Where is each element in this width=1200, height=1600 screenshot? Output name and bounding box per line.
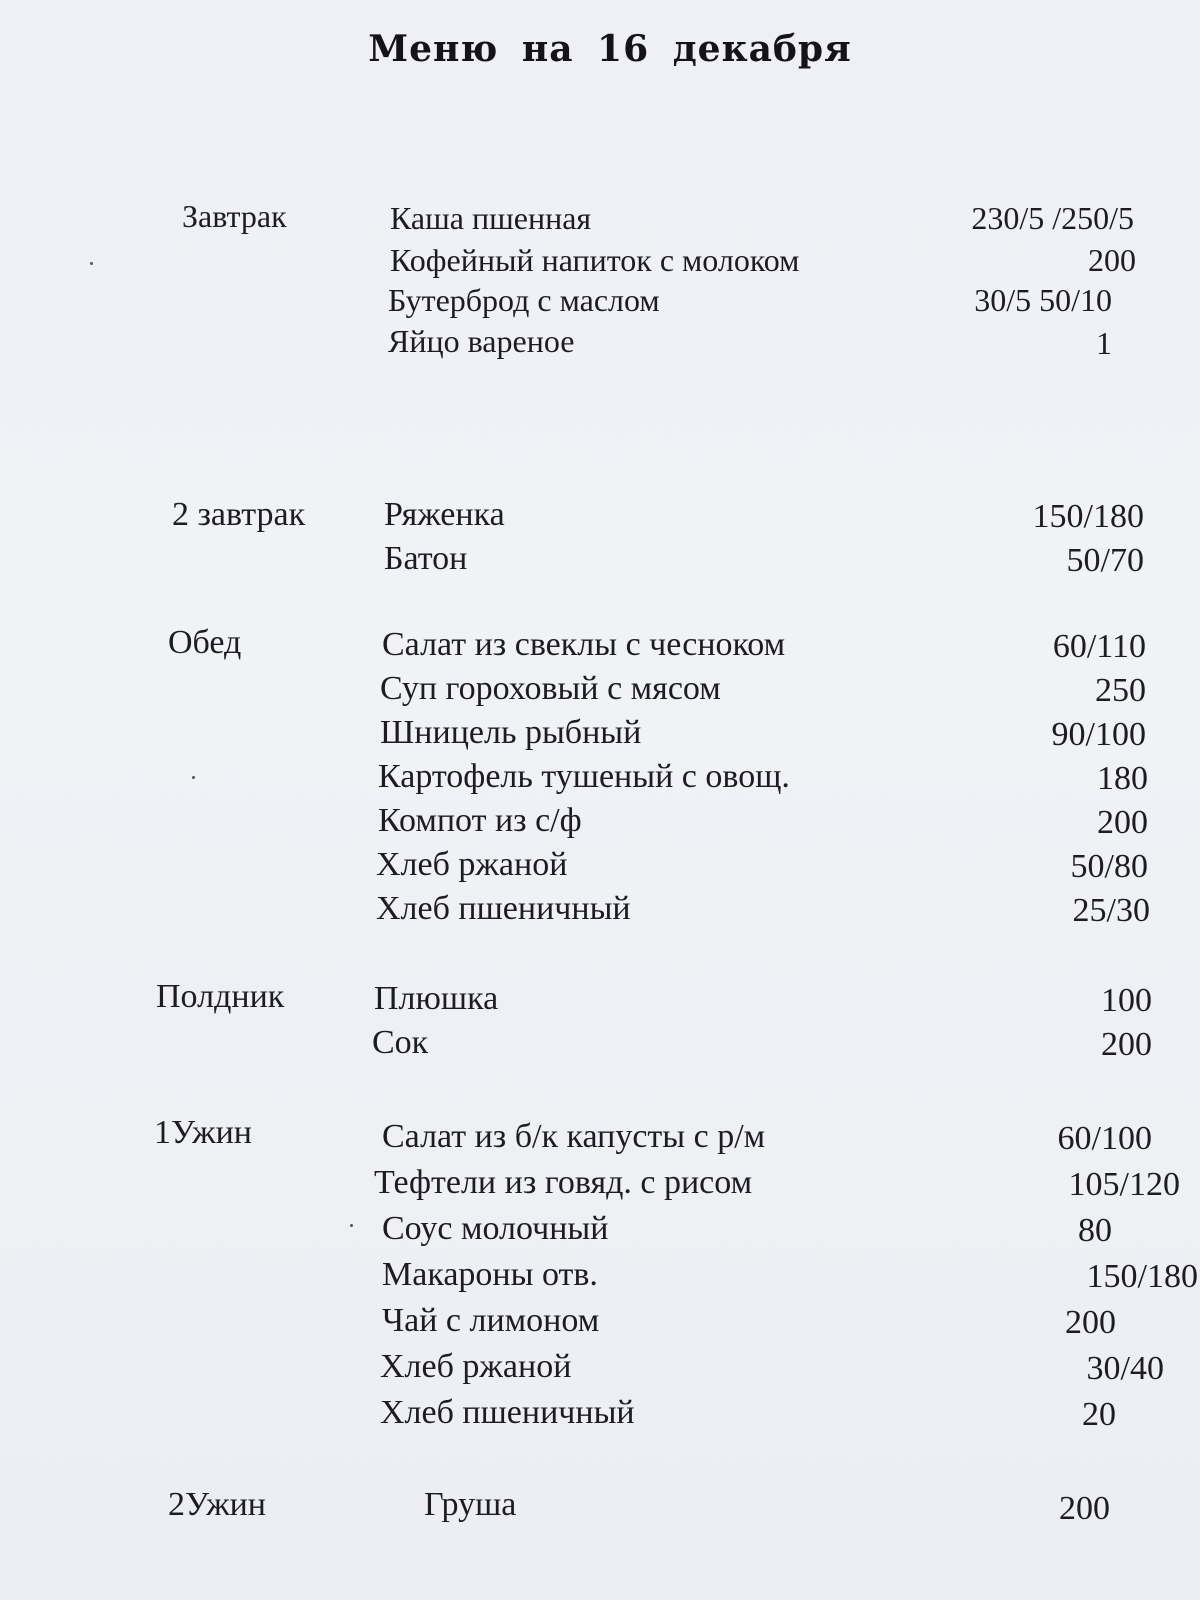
dish-portion: 50/70 [1066,542,1144,579]
paper-speck [350,1224,353,1227]
dish-portion: 105/120 [1068,1166,1180,1203]
dish-portion: 50/80 [1070,848,1148,885]
dish-portion: 30/40 [1086,1350,1164,1387]
meal-label-second-dinner: 2Ужин [168,1486,266,1523]
dish-name: Шницель рыбный [380,714,642,751]
dish-name: Хлеб пшеничный [376,890,631,927]
dish-name: Хлеб ржаной [380,1348,572,1385]
dish-name: Компот из с/ф [378,802,582,839]
dish-name: Чай с лимоном [382,1302,600,1339]
dish-name: Салат из б/к капусты с р/м [382,1118,766,1155]
meal-label-afternoon-snack: Полдник [156,978,285,1015]
dish-portion: 200 [1059,1490,1110,1527]
dish-name: Салат из свеклы с чесноком [382,626,786,663]
dish-name: Тефтели из говяд. с рисом [374,1164,753,1201]
dish-name: Груша [424,1486,517,1523]
dish-name: Картофель тушеный с овощ. [378,758,790,795]
dish-portion: 30/5 50/10 [974,282,1112,318]
paper-speck [90,262,93,265]
dish-portion: 200 [1088,242,1136,278]
meal-label-first-dinner: 1Ужин [154,1114,252,1151]
dish-portion: 180 [1097,760,1148,797]
dish-name: Суп гороховый с мясом [380,670,721,707]
dish-portion: 90/100 [1051,716,1146,753]
dish-name: Сок [372,1024,429,1061]
dish-name: Хлеб ржаной [376,846,568,883]
meal-label-lunch: Обед [168,624,242,661]
dish-name: Батон [384,540,468,577]
dish-name: Хлеб пшеничный [380,1394,635,1431]
dish-name: Яйцо вареное [388,323,575,359]
dish-portion: 200 [1101,1026,1152,1063]
dish-name: Плюшка [374,980,499,1017]
dish-name: Кофейный напиток с молоком [390,242,800,278]
dish-portion: 1 [1096,325,1112,361]
dish-portion: 25/30 [1072,892,1150,929]
dish-portion: 150/180 [1032,498,1144,535]
paper-speck [192,776,195,779]
meal-label-second-breakfast: 2 завтрак [172,496,306,533]
menu-title: Меню на 16 декабря [368,28,852,70]
dish-name: Ряженка [384,496,505,533]
dish-portion: 20 [1082,1396,1116,1433]
dish-name: Макароны отв. [382,1256,598,1293]
dish-portion: 200 [1097,804,1148,841]
dish-portion: 60/100 [1057,1120,1152,1157]
dish-portion: 230/5 /250/5 [971,200,1134,236]
dish-name: Каша пшенная [390,200,592,236]
dish-name: Соус молочный [382,1210,609,1247]
meal-label-breakfast: Завтрак [182,198,287,234]
dish-portion: 250 [1095,672,1146,709]
dish-portion: 80 [1078,1212,1112,1249]
dish-portion: 150/180 [1086,1258,1198,1295]
dish-portion: 60/110 [1052,628,1146,665]
dish-portion: 200 [1065,1304,1116,1341]
dish-portion: 100 [1101,982,1152,1019]
dish-name: Бутерброд с маслом [388,282,660,318]
